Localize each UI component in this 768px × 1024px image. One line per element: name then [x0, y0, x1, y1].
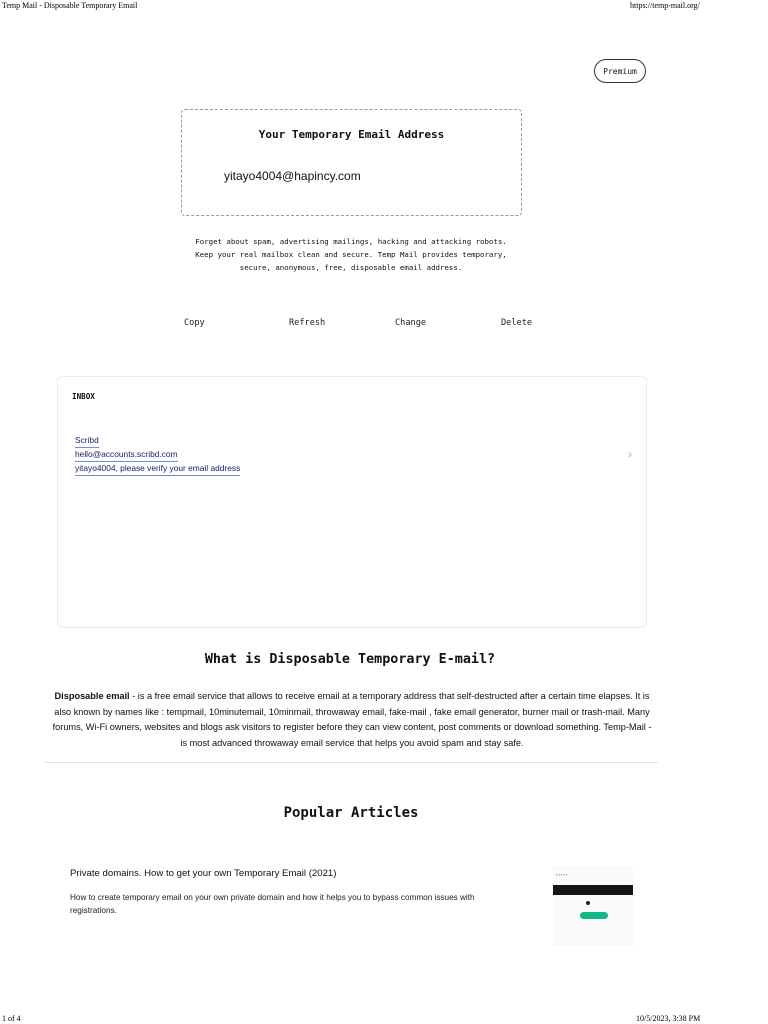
about-paragraph: [52, 689, 652, 751]
message-sender[interactable]: Scribd: [75, 434, 99, 448]
message-subject[interactable]: yitayo4004, please verify your email address: [75, 462, 240, 476]
inbox-message[interactable]: [75, 434, 240, 476]
copy-button[interactable]: Copy: [184, 318, 205, 328]
thumbnail-button: [580, 912, 608, 919]
inbox-panel: [57, 376, 647, 628]
delete-button[interactable]: Delete: [501, 318, 533, 328]
about-lead: Disposable email: [54, 691, 130, 701]
articles-heading: Popular Articles: [283, 805, 419, 821]
change-button[interactable]: Change: [395, 318, 427, 328]
thumbnail-dot: [586, 901, 590, 905]
tagline-line: Forget about spam, advertising mailings, hacking and attacking robots.: [195, 237, 507, 246]
thumbnail-toolbar: ▪ ▪ ▪ ▪ ▪: [556, 872, 568, 877]
email-box-title: Your Temporary Email Address: [258, 128, 445, 141]
print-page-count: 1 of 4: [2, 1014, 21, 1023]
about-heading: What is Disposable Temporary E-mail?: [204, 652, 496, 667]
premium-button[interactable]: Premium: [594, 59, 646, 83]
section-divider: [44, 762, 658, 763]
tagline-line: secure, anonymous, free, disposable email address.: [239, 263, 463, 272]
print-datetime: 10/5/2023, 3:38 PM: [636, 1014, 701, 1023]
temporary-email-box: [181, 109, 522, 216]
thumbnail-nav-bar: [553, 885, 633, 895]
article-thumbnail[interactable]: [553, 866, 633, 946]
email-address[interactable]: yitayo4004@hapincy.com: [224, 169, 361, 183]
article-description: How to create temporary email on your own private domain and how it helps you to bypass common issues with registrations.: [70, 893, 475, 915]
message-from[interactable]: hello@accounts.scribd.com: [75, 448, 178, 462]
chevron-right-icon[interactable]: ›: [628, 447, 632, 461]
inbox-header: INBOX: [72, 392, 95, 401]
tagline: [176, 235, 526, 274]
tagline-line: Keep your real mailbox clean and secure. Temp Mail provides temporary,: [195, 250, 507, 259]
article-title[interactable]: Private domains. How to get your own Temporary Email (2021): [70, 868, 337, 879]
print-url: https://temp-mail.org/: [630, 1, 700, 10]
print-page-title: Temp Mail - Disposable Temporary Email: [2, 1, 138, 10]
about-body: - is a free email service that allows to receive email at a temporary address that self-destructed after a certain time elapses. It is also known by names like : tempmail, 10minutemail, 10minmail, throwaway email, fake-mail , fake email generator, burner mail or trash-mail. Many forums, Wi-Fi owners, websites and blogs ask visitors to register before they can view content, post comments or download something. Temp-Mail - is most advanced throwaway email service that helps you avoid spam and stay safe.: [52, 691, 652, 748]
refresh-button[interactable]: Refresh: [289, 318, 326, 328]
